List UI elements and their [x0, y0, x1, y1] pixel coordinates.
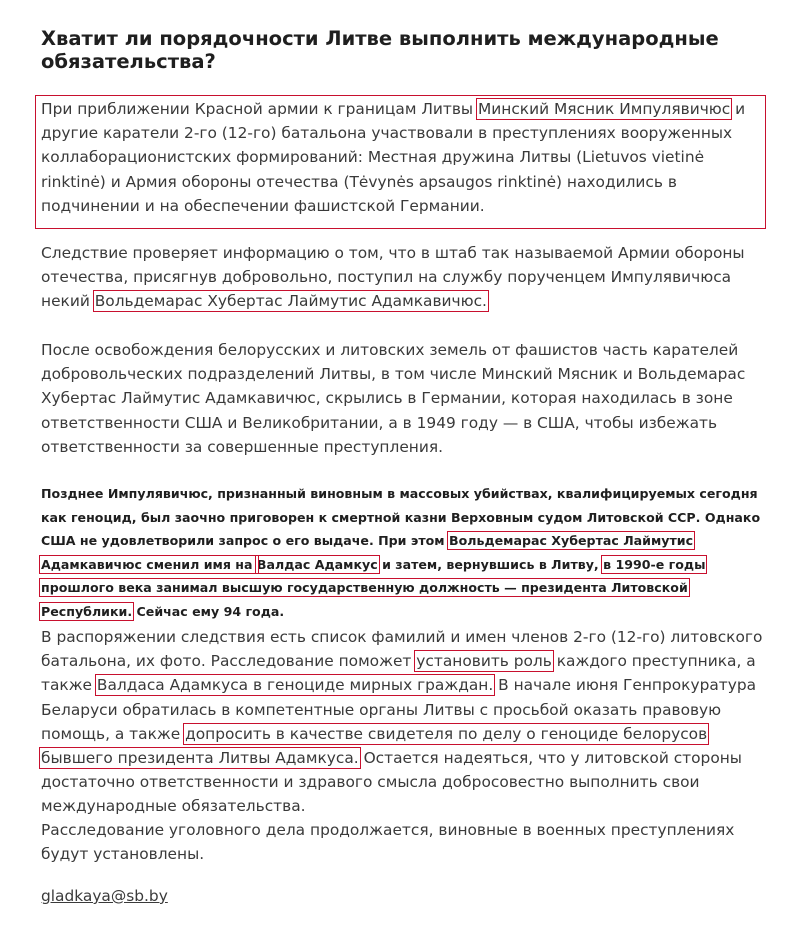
p4-highlight-valdas-adamkus: Валдас Адамкус: [256, 556, 378, 572]
p5-highlight-genocide: Валдаса Адамкуса в геноциде мирных граждан.: [96, 676, 494, 695]
author-email-link[interactable]: gladkaya@sb.by: [41, 887, 168, 905]
p4-text-c: Сейчас ему 94 года.: [132, 603, 285, 619]
paragraph-4: [41, 482, 763, 624]
p1-text-b: и другие каратели 2-го (12-го) батальона участвовали в преступлениях вооруженных коллаборационистских формирований: Местная дружина Литвы (Lietuvos vietinė rinktinė) и Армия обороны отечества (Tėvynės apsaugos rinktinė) находились в подчинении и на обеспечении фашистской Германии.: [41, 100, 746, 215]
paragraph-1: [41, 97, 763, 218]
paragraph-2: [41, 241, 763, 314]
article-title: Хватит ли порядочности Литве выполнить международные обязательства?: [41, 27, 719, 73]
p4-highlight-president: в 1990-е годы прошлого века занимал высшую государственную должность — президента Литовской Республики.: [41, 556, 706, 619]
p4-text-b: и затем, вернувшись в Литву,: [377, 556, 604, 572]
paragraph-3: После освобождения белорусских и литовских земель от фашистов часть карателей добровольческих подразделений Литвы, в том числе Минский Мясник и Вольдемарас Хубертас Лаймутис Адамкавичюс, скрылись в Германии, которая находилась в зоне ответственности США и Великобритании, а в 1949 году — в США, чтобы избежать ответственности за совершенные преступления.: [41, 341, 746, 456]
p5-highlight-interrogate: допросить в качестве свидетеля по делу о геноциде белорусов бывшего президента Литвы Адамкуса.: [41, 724, 708, 768]
p5-text-d: Остается надеяться, что у литовской стороны достаточно ответственности и здравого смысла добросовестно выполнить свои международные обязательства.: [41, 749, 742, 816]
paragraph-5: [41, 625, 763, 819]
paragraph-6: Расследование уголовного дела продолжается, виновные в военных преступлениях будут установлены.: [41, 821, 735, 864]
p2-text-a: Следствие проверяет информацию о том, что в штаб так называемой Армии обороны отечества, присягнув добровольно, поступил на службу порученцем Импулявичюса некий: [41, 244, 745, 311]
p4-highlight-name-change: Вольдемарас Хубертас Лаймутис Адамкавичюс сменил имя на: [41, 533, 694, 572]
p5-text-a: В распоряжении следствия есть список фамилий и имен членов 2-го (12-го) литовского батальона, их фото. Расследование поможет: [41, 628, 763, 671]
p5-text-c: В начале июня Генпрокуратура Беларуси обратилась в компетентные органы Литвы с просьбой оказать правовую помощь, а также: [41, 676, 757, 743]
p5-highlight-establish-role: установить роль: [416, 652, 552, 671]
p5-text-b: каждого преступника, а также: [41, 652, 756, 695]
p1-highlight-minsk-butcher: Минский Мясник Импулявичюс: [477, 100, 731, 118]
p4-text-a: Позднее Импулявичюс, признанный виновным в массовых убийствах, квалифицируемых сегодня как геноцид, был заочно приговорен к смертной казни Верховным судом Литовской ССР. Однако США не удовлетворили запрос о его выдаче. При этом: [41, 486, 761, 549]
p1-text-a: При приближении Красной армии к границам Литвы: [41, 100, 478, 118]
p2-highlight-adamkavicius: Вольдемарас Хубертас Лаймутис Адамкавичюс.: [94, 292, 487, 311]
